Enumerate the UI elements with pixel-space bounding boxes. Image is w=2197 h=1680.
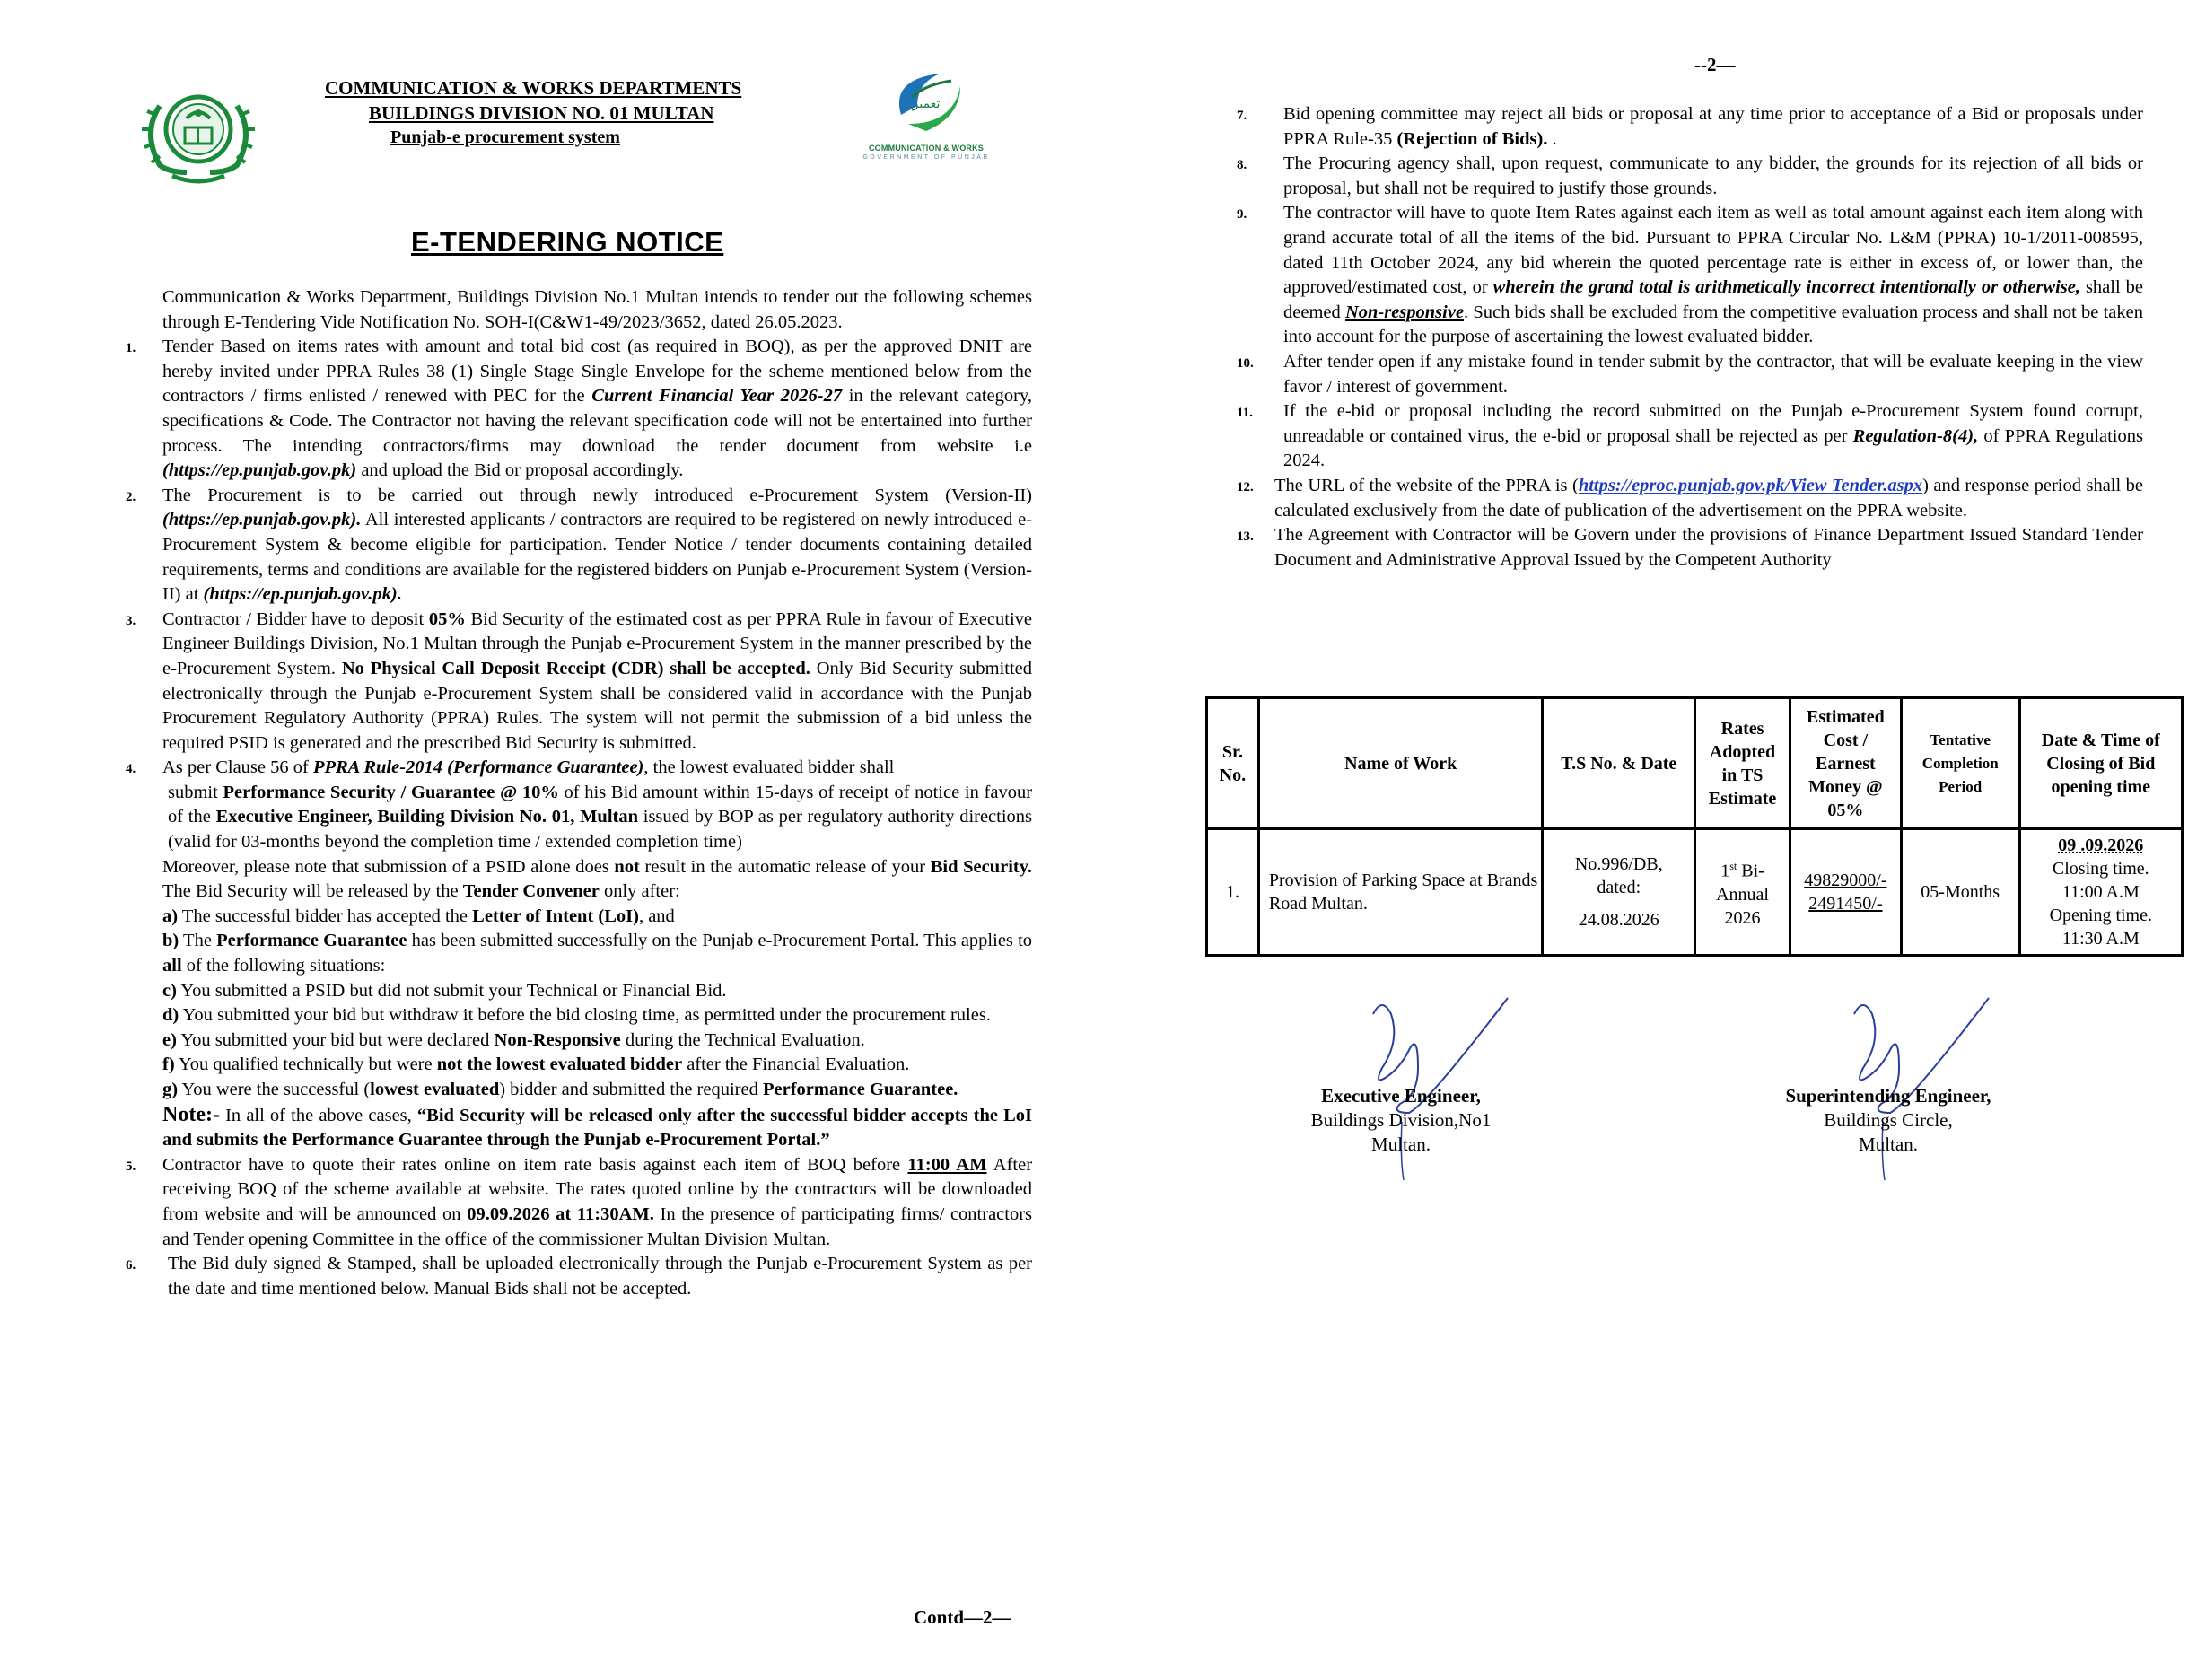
clause-number: 4. [126, 762, 136, 777]
moreover-paragraph: Moreover, please note that submission of a PSID alone does not result in the automatic release of your Bid Security. The Bid Security will be released by the Tender Convener only after: [162, 856, 1033, 902]
header-estimated-cost: Estimated Cost / Earnest Money @ 05% [1790, 698, 1901, 829]
condition-a: a) The successful bidder has accepted the Letter of Intent (LoI), and [162, 906, 675, 926]
punjab-emblem-logo [133, 79, 264, 188]
tender-schedule-table [1205, 696, 2184, 957]
clause-number: 3. [126, 613, 136, 628]
row-name-of-work: Provision of Parking Space at Brands Road Multan. [1258, 829, 1543, 956]
clause-6: 6. The Bid duly signed & Stamped, shall be uploaded electronically through the Punjab e-Procurement System as per the date and time mentioned below. Manual Bids shall not be accepted. [126, 1254, 1032, 1299]
clause-number: 6. [126, 1258, 136, 1273]
notice-title: E-TENDERING NOTICE [411, 226, 724, 258]
intro-paragraph: Communication & Works Department, Buildings Division No.1 Multan intends to tender out the following schemes through E-Tendering Vide Notification No. SOH-I(C&W1-49/2023/3652, dated 26.05.2023. [162, 287, 1032, 332]
header-ts-no-date: T.S No. & Date [1543, 698, 1695, 829]
cw-logo-caption: COMMUNICATION & WORKS [868, 144, 985, 153]
ppra-url-link[interactable]: https://eproc.punjab.gov.pk/View Tender.aspx [1578, 475, 1923, 495]
clause-number: 2. [126, 489, 136, 504]
header-completion-period: Tentative Completion Period [1901, 698, 2019, 829]
clause-number: 12. [1237, 479, 1254, 494]
condition-e: e) You submitted your bid but were declared Non-Responsive during the Technical Evaluation. [162, 1029, 865, 1050]
division-header: BUILDINGS DIVISION NO. 01 MULTAN [369, 102, 714, 124]
right-page-body [1237, 102, 2143, 573]
condition-d: d) You submitted your bid but withdraw it before the bid closing time, as permitted under the procurement rules. [162, 1005, 991, 1026]
clause-number: 8. [1237, 158, 1247, 173]
clause-10: 10. After tender open if any mistake found in tender submit by the contractor, that will be evaluate keeping in the view favor / interest of government. [1237, 351, 2143, 397]
row-rates-adopted: 1st Bi- Annual 2026 [1695, 829, 1790, 956]
table-row [1207, 829, 2183, 956]
clause-1: 1. Tender Based on items rates with amount and total bid cost (as required in BOQ), as per the approved DNIT are hereby invited under PPRA Rules 38 (1) Single Stage Single Envelope for the scheme mentioned below from the contractors / firms enlisted / renewed with PEC for the Current Financial Year 2026-27 in the relevant category, specifications & Code. The Contractor not having the relevant specification code will not be entertained into further process. The intending contractors/firms may download the tender document from website i.e (https://ep.punjab.gov.pk) and upload the Bid or proposal accordingly. [126, 337, 1033, 481]
clause-7: 7. Bid opening committee may reject all bids or proposal at any time prior to acceptance of a Bid or proposals under PPRA Rule-35 (Rejection of Bids). . [1237, 104, 2143, 149]
clause-number: 13. [1237, 529, 1254, 545]
signature-block-superintending-engineer: Superintending Engineer, Buildings Circle, Multan. [1785, 1085, 1991, 1155]
header-name-of-work: Name of Work [1258, 698, 1543, 829]
department-header: COMMUNICATION & WORKS DEPARTMENTS [325, 77, 742, 99]
clause-number: 9. [1237, 207, 1247, 223]
clause-2: 2. The Procurement is to be carried out through newly introduced e-Procurement System (Version-II) (https://ep.punjab.gov.pk). All interested applicants / contractors are required to be registered on newly introduced e-Procurement System & become eligible for participation. Tender Notice / tender documents containing detailed requirements, terms and conditions are available for the registered bidders on Punjab e-Procurement System (Version-II) at (https://ep.punjab.gov.pk). [126, 485, 1032, 605]
header-sr-no: Sr. No. [1207, 698, 1259, 829]
condition-c: c) You submitted a PSID but did not submit your Technical or Financial Bid. [162, 980, 727, 1001]
header-rates-adopted: Rates Adopted in TS Estimate [1695, 698, 1790, 829]
system-header: Punjab-e procurement system [390, 127, 620, 147]
clause-4: 4. As per Clause 56 of PPRA Rule-2014 (Performance Guarantee), the lowest evaluated bidder shall [135, 756, 1032, 781]
clause-number: 1. [126, 341, 136, 356]
clause-number: 7. [1237, 109, 1247, 123]
clause-number: 5. [126, 1159, 136, 1174]
row-sr-no: 1. [1207, 829, 1259, 956]
clause-11: 11. If the e-bid or proposal including the record submitted on the Punjab e-Procurement System found corrupt, unreadable or contained virus, the e-bid or proposal shall be rejected as per Regulation-8(4), of PPRA Regulations 2024. [1237, 401, 2143, 471]
cw-swoosh-icon [854, 61, 998, 144]
table-header-row [1207, 698, 2183, 829]
signature-block-executive-engineer: Executive Engineer, Buildings Division,No1 Multan. [1310, 1085, 1492, 1155]
row-ts-no-date: No.996/DB, dated: 24.08.2026 [1543, 829, 1695, 956]
clause-5: 5. Contractor have to quote their rates online on item rate basis against each item of BOQ before 11:00 AM After receiving BOQ of the scheme available at website. The rates quoted online by the contractors will be downloaded from website and will be announced on 09.09.2026 at 11:30AM. In the presence of participating firms/ contractors and Tender opening Committee in the office of the commissioner Multan Division Multan. [126, 1154, 1033, 1249]
note-paragraph: Note:- In all of the above cases, “Bid Security will be released only after the successful bidder accepts the LoI and submits the Performance Guarantee through the Punjab e-Procurement Portal.” [162, 1102, 1033, 1151]
condition-b: b) The Performance Guarantee has been submitted successfully on the Punjab e-Procurement Portal. This applies to all of the following situations: [162, 931, 1033, 976]
left-page-body [126, 285, 1033, 1301]
clause-12: 12. The URL of the website of the PPRA is (https://eproc.punjab.gov.pk/View Tender.aspx) and response period shall be calculated exclusively from the date of publication of the advertisement on the PPRA website. [1237, 475, 2144, 521]
row-estimated-cost: 49829000/- 2491450/- [1790, 829, 1901, 956]
clause-13: 13. The Agreement with Contractor will be Govern under the provisions of Finance Department Issued Standard Tender Document and Administrative Approval Issued by the Competent Authority [1237, 525, 2143, 570]
page-number: --2— [1694, 54, 1736, 75]
clause-number: 11. [1237, 406, 1253, 421]
condition-f: f) You qualified technically but were not the lowest evaluated bidder after the Financial Evaluation. [162, 1054, 910, 1075]
clause-number: 10. [1237, 355, 1254, 371]
cw-logo [854, 61, 998, 172]
clause-3: 3. Contractor / Bidder have to deposit 05% Bid Security of the estimated cost as per PPRA Rule in favour of Executive Engineer Buildings Division, No.1 Multan through the Punjab e-Procurement System in the manner prescribed by the e-Procurement System. No Physical Call Deposit Receipt (CDR) shall be accepted. Only Bid Security submitted electronically through the Punjab e-Procurement System shall be considered valid in accordance with the Punjab Procurement Regulatory Authority (PPRA) Rules. The system will not permit the submission of a bid unless the required PSID is generated and the prescribed Bid Security is submitted. [126, 608, 1033, 753]
clause-4-continued: submit Performance Security / Guarantee @ 10% of his Bid amount within 15-days of receipt of notice in favour of the Executive Engineer, Building Division No. 01, Multan issued by BOP as per regulatory authority directions (valid for 03-months beyond the completion time / extended completion time) [168, 782, 1033, 853]
cw-logo-subcaption: GOVERNMENT OF PUNJAB [862, 154, 990, 161]
row-closing-date-time: 09 .09.2026 Closing time. 11:00 A.M Opening time. 11:30 A.M [2019, 829, 2182, 956]
header-closing-date-time: Date & Time of Closing of Bid opening time [2019, 698, 2182, 829]
condition-g: g) You were the successful (lowest evaluated) bidder and submitted the required Performance Guarantee. [162, 1080, 958, 1099]
row-completion-period: 05-Months [1901, 829, 2019, 956]
clause-8: 8. The Procuring agency shall, upon request, communicate to any bidder, the grounds for its rejection of all bids or proposal, but shall not be required to justify those grounds. [1237, 153, 2143, 198]
continued-marker: Contd—2— [914, 1606, 1011, 1628]
svg-text:تعمیر: تعمیر [912, 97, 941, 111]
clause-9: 9. The contractor will have to quote Item Rates against each item as well as total amount against each item along with grand accurate total of all the items of the bid. Pursuant to PPRA Circular No. L&M (PPRA) 10-1/2011-008595, dated 11th October 2024, any bid wherein the quoted percentage rate is either in excess of, or lower than, the approved/estimated cost, or wherein the grand total is arithmetically incorrect intentionally or otherwise, shall be deemed Non-responsive. Such bids shall be excluded from the competitive evaluation process and shall not be taken into account for the purpose of ascertaining the lowest evaluated bidder. [1237, 203, 2143, 347]
